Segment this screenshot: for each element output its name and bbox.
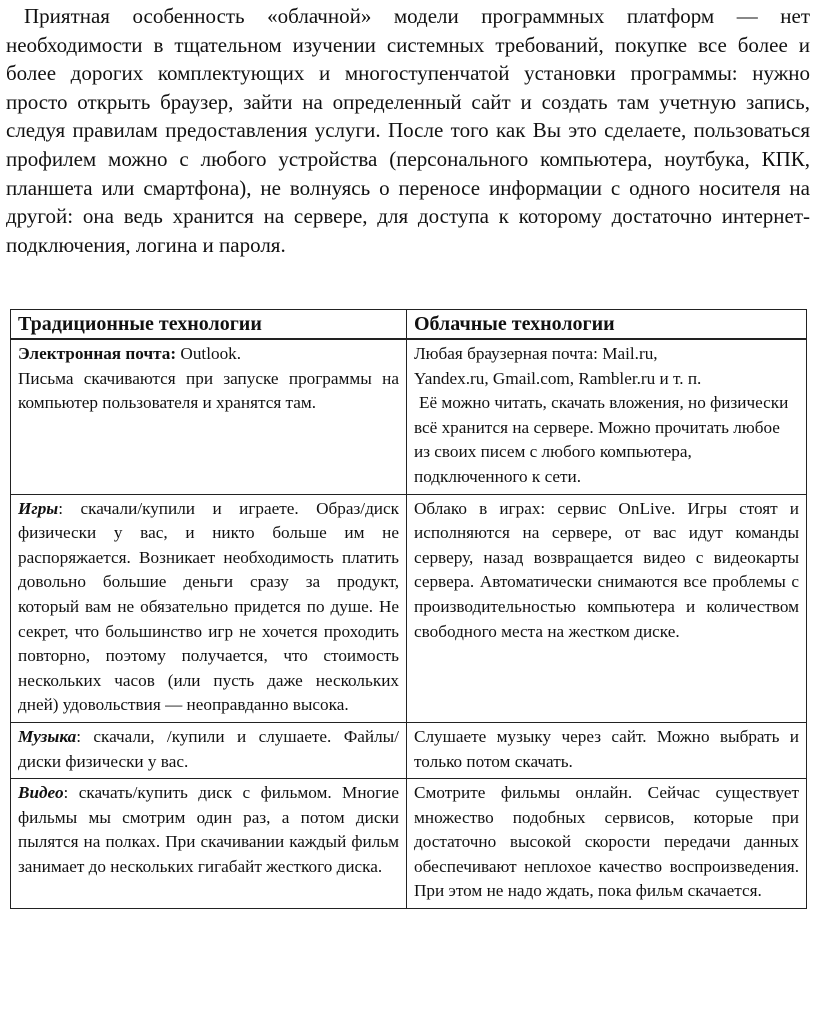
games-label: Игры	[18, 498, 59, 518]
email-cloud-text: Её можно читать, скачать вложения, но физически всё хранится на сервере. Можно прочитать любое из своих писем с любого компьютера, подключенного к сети.	[414, 393, 789, 486]
video-label: Видео	[18, 783, 64, 803]
table-row-games	[11, 494, 807, 722]
table-row-email	[11, 339, 807, 494]
table-row-video	[11, 779, 807, 909]
email-cloud-line-2: Yandex.ru, Gmail.com, Rambler.ru и т. п.	[414, 368, 702, 388]
cell-music-traditional	[11, 722, 407, 778]
music-traditional-text: : скачали, /купили и слушаете. Файлы/диски физически у вас.	[18, 726, 399, 771]
table-row-music	[11, 722, 807, 778]
cell-email-traditional	[11, 339, 407, 494]
games-traditional-text: : скачали/купили и играете. Образ/диск физически у вас, и никто больше им не распоряжается. Возникает необходимость платить довольно большие деньги сразу за продукт, который вам не обязательно придется по душе. Не секрет, что большинство игр не хочется проходить повторно, поэтому получается, что стоимость нескольких часов (или пусть даже нескольких дней) удовольствия — неоправданно высока.	[18, 498, 399, 715]
cell-games-cloud: Облако в играх: сервис OnLive. Игры стоят и исполняются на сервере, от вас идут команды серверу, назад возвращается видео с видеокарты сервера. Автоматически снимаются все проблемы с производительностью компьютера и количеством свободного места на жестком диске.	[407, 494, 807, 722]
header-traditional: Традиционные технологии	[11, 310, 407, 340]
header-cloud: Облачные технологии	[407, 310, 807, 340]
cell-music-cloud: Слушаете музыку через сайт. Можно выбрать и только потом скачать.	[407, 722, 807, 778]
table-header-row	[11, 310, 807, 340]
cell-video-cloud: Смотрите фильмы онлайн. Сейчас существует множество подобных сервисов, которые при достаточно высокой скорости передачи данных обеспечивают неплохое качество воспроизведения. При этом не надо ждать, пока фильм скачается.	[407, 779, 807, 909]
cell-games-traditional	[11, 494, 407, 722]
music-label: Музыка	[18, 726, 77, 746]
cell-email-cloud	[407, 339, 807, 494]
video-traditional-text: : скачать/купить диск с фильмом. Многие фильмы мы смотрим один раз, а потом диски пылятся на полках. При скачивании каждый фильм занимает до нескольких гигабайт жесткого диска.	[18, 783, 399, 876]
email-traditional-text: Письма скачиваются при запуске программы на компьютер пользователя и хранятся там.	[18, 368, 399, 413]
email-cloud-line-1: Любая браузерная почта: Mail.ru,	[414, 344, 658, 363]
email-label: Электронная почта:	[18, 344, 177, 363]
comparison-table	[10, 309, 807, 909]
cell-video-traditional	[11, 779, 407, 909]
email-client: Outlook.	[176, 344, 242, 363]
email-title-line	[18, 342, 399, 367]
intro-paragraph: Приятная особенность «облачной» модели программных платформ — нет необходимости в тщательном изучении системных требований, покупке все более и более дорогих комплектующих и многоступенчатой установки программы: нужно просто открыть браузер, зайти на определенный сайт и создать там учетную запись, следуя правилам предоставления услуги. После того как Вы это сделаете, пользоваться профилем можно с любого устройства (персонального компьютера, ноутбука, КПК, планшета или смартфона), не волнуясь о переносе информации с одного носителя на другой: она ведь хранится на сервере, для доступа к которому достаточно интернет-подключения, логина и пароля.	[6, 4, 810, 257]
